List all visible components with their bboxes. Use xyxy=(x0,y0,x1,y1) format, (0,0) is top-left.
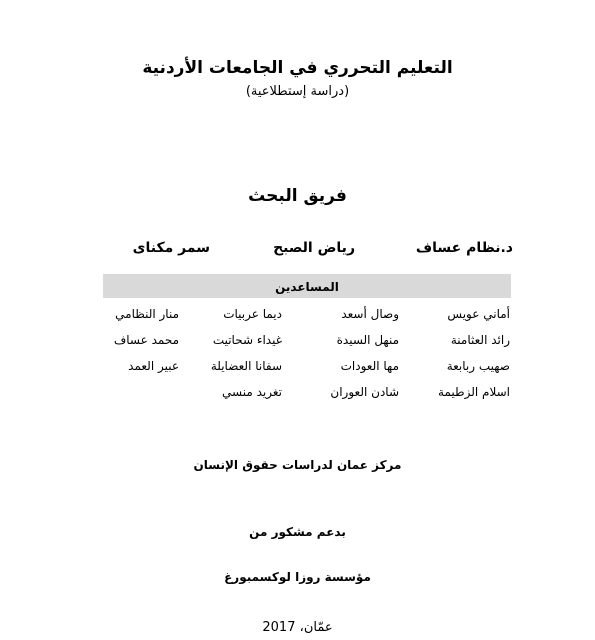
lead-researcher: د.نظام عساف xyxy=(415,240,513,256)
assistant-name: غيداء شحاتيت xyxy=(212,333,282,347)
assistant-name: أماني عويس xyxy=(447,307,510,321)
assistants-heading: المساعدين xyxy=(103,274,511,298)
assistant-name: رائد العثامنة xyxy=(450,333,510,347)
assistant-name: منار النظامي xyxy=(115,307,179,321)
organization-name: مركز عمان لدراسات حقوق الإنسان xyxy=(193,458,402,472)
lead-researchers xyxy=(0,240,595,264)
assistant-name: اسلام الزطيمة xyxy=(438,385,510,399)
assistant-name: مها العودات xyxy=(340,359,399,373)
assistant-name: تغريد منسي xyxy=(222,385,282,399)
assistant-name: وصال أسعد xyxy=(341,307,399,321)
place-date: عمّان، 2017 xyxy=(262,620,333,635)
assistant-name: محمد عساف xyxy=(113,333,179,347)
assistant-name: منهل السيدة xyxy=(336,333,399,347)
document-subtitle: (دراسة إستطلاعية) xyxy=(245,84,350,99)
lead-researcher: سمر مكناى xyxy=(132,240,210,256)
lead-researcher: رياض الصبح xyxy=(273,240,355,256)
research-team-heading: فريق البحث xyxy=(248,186,347,206)
support-text: بدعم مشكور من xyxy=(249,525,346,539)
assistant-name: صهيب ربابعة xyxy=(446,359,510,373)
assistant-name: شادن العوران xyxy=(330,385,399,399)
assistant-name: ديما عربيات xyxy=(223,307,282,321)
foundation-name: مؤسسة روزا لوكسمبورغ xyxy=(224,570,371,584)
assistant-name: عبير العمد xyxy=(128,359,179,373)
document-title: التعليم التحرري في الجامعات الأردنية xyxy=(142,58,453,78)
assistant-name: سفانا العضايلة xyxy=(210,359,282,373)
